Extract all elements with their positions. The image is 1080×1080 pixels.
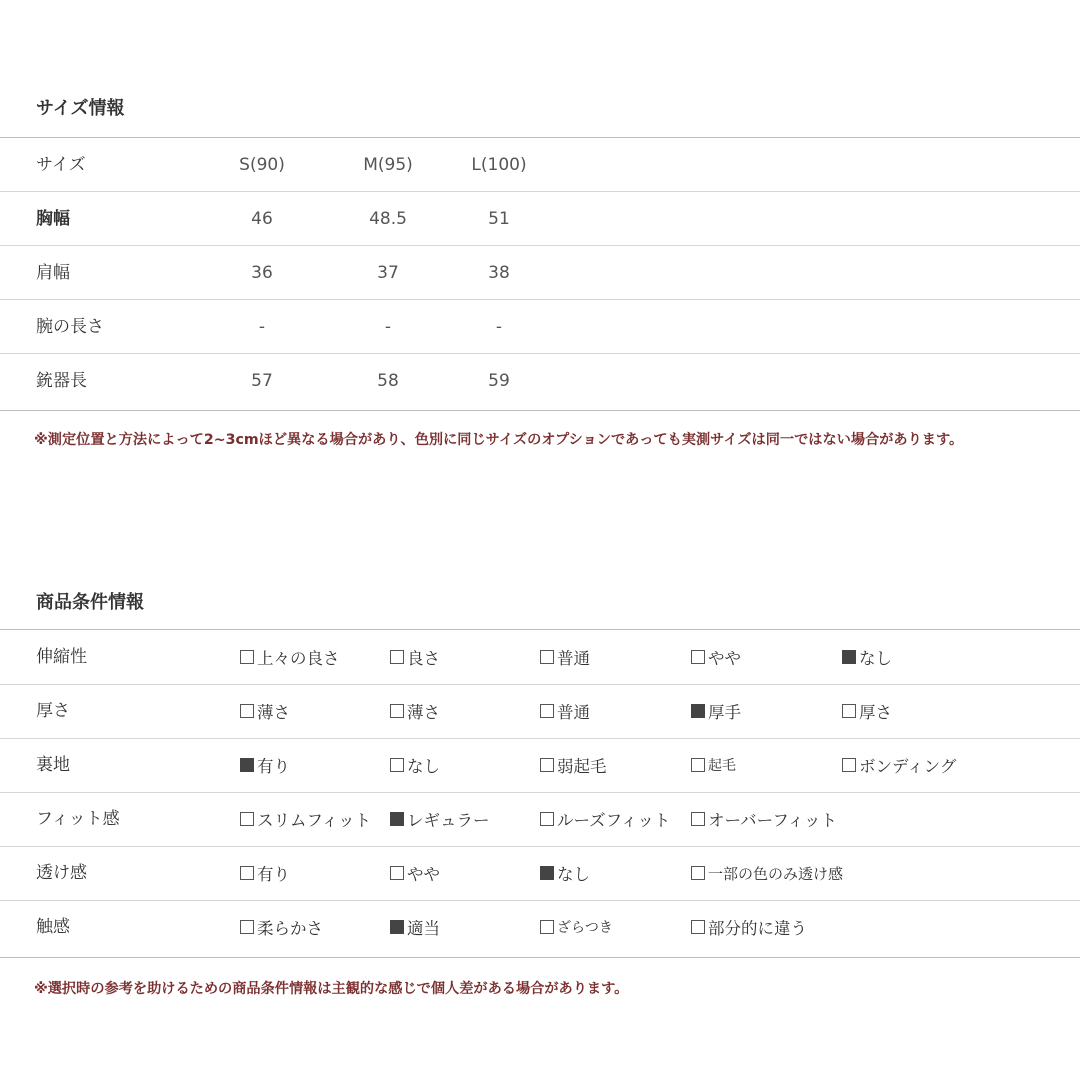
value-m: 48.5: [369, 209, 407, 229]
option-item: [240, 738, 290, 792]
value-s: -: [258, 317, 266, 337]
option-label: 起毛: [708, 758, 736, 774]
condition-row-texture: [0, 900, 1080, 954]
option-item: [842, 738, 956, 792]
option-item: [390, 846, 440, 900]
checkbox-icon: [691, 812, 705, 826]
value-m: -: [384, 317, 392, 337]
checkbox-icon: [842, 704, 856, 718]
size-row-shoulder: [0, 246, 1080, 300]
row-label-texture: 触感: [36, 917, 70, 937]
checkbox-icon: [390, 866, 404, 880]
option-item: [691, 900, 807, 954]
size-row-sleeve: [0, 300, 1080, 354]
option-label: 一部の色のみ透け感: [708, 864, 844, 883]
checkbox-icon: [390, 704, 404, 718]
checkbox-icon: [540, 650, 554, 664]
option-item: [240, 684, 290, 738]
value-m: 37: [377, 263, 399, 283]
option-label: ルーズフィット: [557, 811, 671, 830]
checkbox-icon: [691, 758, 705, 772]
size-column-m: M(95): [363, 155, 413, 175]
checkbox-icon: [540, 812, 554, 826]
checkbox-checked-icon: [240, 758, 254, 772]
size-table-bottom-border: [0, 410, 1080, 411]
value-l: 51: [488, 209, 510, 229]
option-item: [390, 738, 440, 792]
checkbox-icon: [691, 920, 705, 934]
row-label-shoulder: 肩幅: [36, 263, 70, 283]
row-label-thickness: 厚さ: [36, 701, 70, 721]
checkbox-icon: [691, 866, 705, 880]
option-item: [540, 684, 590, 738]
option-item: [691, 630, 741, 684]
option-label: 弱起毛: [557, 757, 607, 776]
condition-row-lining: [0, 738, 1080, 792]
checkbox-checked-icon: [390, 812, 404, 826]
row-label-transparency: 透け感: [36, 863, 87, 883]
checkbox-checked-icon: [842, 650, 856, 664]
option-item: [691, 792, 837, 846]
option-label: 薄さ: [407, 703, 440, 722]
row-label-chest: 胸幅: [36, 209, 70, 229]
size-column-s: S(90): [239, 155, 285, 175]
option-item: [691, 684, 741, 738]
option-label: 適当: [407, 919, 440, 938]
condition-note: ※選択時の参考を助けるための商品条件情報は主観的な感じで個人差がある場合があります。: [34, 981, 629, 997]
value-l: 59: [488, 371, 510, 391]
option-label: 部分的に違う: [708, 919, 807, 938]
checkbox-checked-icon: [390, 920, 404, 934]
size-header-row: [0, 138, 1080, 192]
option-item: [842, 630, 892, 684]
option-label: やや: [708, 649, 741, 668]
checkbox-icon: [240, 812, 254, 826]
checkbox-icon: [842, 758, 856, 772]
row-label-sleeve: 腕の長さ: [36, 317, 104, 337]
size-row-length: [0, 354, 1080, 408]
option-label: オーバーフィット: [708, 811, 838, 830]
option-label: なし: [557, 865, 590, 884]
checkbox-checked-icon: [540, 866, 554, 880]
condition-row-stretch: [0, 630, 1080, 684]
checkbox-icon: [240, 650, 254, 664]
checkbox-icon: [240, 920, 254, 934]
option-item: [390, 630, 440, 684]
option-item: [540, 792, 670, 846]
option-label: 厚手: [708, 703, 741, 722]
value-s: 46: [251, 209, 273, 229]
checkbox-icon: [240, 704, 254, 718]
option-item: [691, 738, 736, 792]
condition-row-transparency: [0, 846, 1080, 900]
option-item: [540, 630, 590, 684]
condition-section-title: 商品条件情報: [36, 592, 144, 613]
option-item: [842, 684, 892, 738]
option-label: 有り: [257, 865, 290, 884]
checkbox-icon: [390, 758, 404, 772]
option-label: 薄さ: [257, 703, 290, 722]
value-s: 36: [251, 263, 273, 283]
option-item: [240, 846, 290, 900]
checkbox-icon: [540, 704, 554, 718]
row-label-stretch: 伸縮性: [36, 647, 87, 667]
value-m: 58: [377, 371, 399, 391]
size-column-l: L(100): [471, 155, 527, 175]
option-item: [390, 792, 490, 846]
checkbox-icon: [390, 650, 404, 664]
condition-table-bottom-border: [0, 957, 1080, 958]
option-item: [540, 738, 607, 792]
option-label: 厚さ: [859, 703, 892, 722]
row-label-lining: 裏地: [36, 755, 70, 775]
option-label: ざらつき: [557, 920, 613, 936]
option-label: スリムフィット: [257, 811, 372, 830]
value-l: 38: [488, 263, 510, 283]
checkbox-icon: [691, 650, 705, 664]
option-label: 有り: [257, 757, 290, 776]
option-item: [540, 846, 590, 900]
option-item: [390, 684, 440, 738]
option-label: 上々の良さ: [257, 649, 340, 668]
option-label: 普通: [557, 703, 590, 722]
option-item: [240, 900, 323, 954]
option-label: レギュラー: [407, 811, 490, 830]
option-item: [390, 900, 440, 954]
option-label: なし: [407, 757, 440, 776]
size-header-label: サイズ: [36, 155, 86, 175]
row-label-fit: フィット感: [36, 809, 120, 829]
checkbox-icon: [540, 758, 554, 772]
condition-row-thickness: [0, 684, 1080, 738]
size-section-title: サイズ情報: [36, 98, 125, 119]
size-note: ※測定位置と方法によって2~3cmほど異なる場合があり、色別に同じサイズのオプションであっても実測サイズは同一ではない場合があります。: [34, 432, 964, 448]
checkbox-icon: [540, 920, 554, 934]
option-label: ボンディング: [859, 757, 957, 776]
option-label: やや: [407, 865, 440, 884]
option-label: なし: [859, 649, 892, 668]
checkbox-checked-icon: [691, 704, 705, 718]
option-item: [540, 900, 613, 954]
option-label: 普通: [557, 649, 590, 668]
value-s: 57: [251, 371, 273, 391]
row-label-length: 銃器長: [36, 371, 87, 391]
option-label: 良さ: [407, 649, 440, 668]
option-item: [240, 792, 371, 846]
checkbox-icon: [240, 866, 254, 880]
size-row-chest: [0, 192, 1080, 246]
option-item: [240, 630, 340, 684]
option-label: 柔らかさ: [257, 919, 323, 938]
option-item: [691, 846, 843, 900]
value-l: -: [495, 317, 503, 337]
condition-row-fit: [0, 792, 1080, 846]
